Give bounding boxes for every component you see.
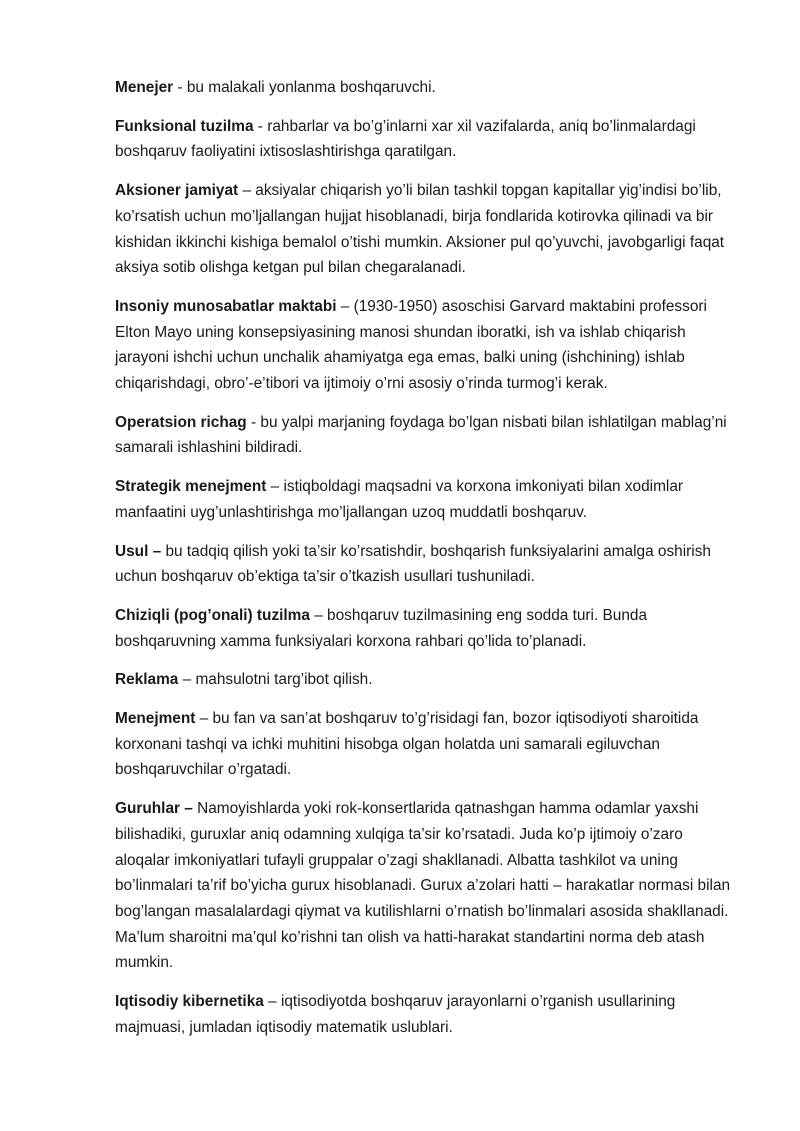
glossary-entry-iqtisodiy-kibernetika xyxy=(115,989,735,1040)
glossary-entry-funksional-tuzilma xyxy=(115,114,735,165)
entry-definition: - bu yalpi marjaning foydaga bo’lgan nisbati bilan ishlatilgan mablag’ni samarali ishlashini bildiradi. xyxy=(115,413,727,457)
entry-definition: – mahsulotni targ’ibot qilish. xyxy=(178,671,373,689)
glossary-entry-operatsion-richag xyxy=(115,410,735,461)
document-page xyxy=(115,75,735,1054)
glossary-entry-guruhlar xyxy=(115,796,735,976)
entry-term: Menejer xyxy=(115,79,174,96)
entry-definition: - rahbarlar va bo’g’inlarni xar xil vazifalarda, aniq bo’linmalardagi boshqaruv faoliyatini ixtisoslashtirishga qaratilgan. xyxy=(115,117,696,161)
entry-definition: – boshqaruv tuzilmasining eng sodda turi. Bunda boshqaruvning xamma funksiyalari korxona rahbari qo’lida to’planadi. xyxy=(115,606,648,650)
entry-term: Funksional tuzilma xyxy=(115,117,254,135)
entry-term: Reklama xyxy=(115,671,179,689)
entry-definition: – aksiyalar chiqarish yo’li bilan tashkil topgan kapitallar yig’indisi bo’lib, ko’rsatish uchun mo’ljallangan hujjat hisoblanadi, birja fondlarida kotirovka qilinadi va bir kishidan ikkinchi kishiga bemalol o’tishi mumkin. Aksioner pul qo’yuvchi, javobgarligi faqat aksiya sotib olishga ketgan pul bilan chegaralanadi. xyxy=(115,182,725,277)
entry-definition: Namoyishlarda yoki rok-konsertlarida qatnashgan hamma odamlar yaxshi bilishadiki, guruxlar aniq odamning xulqiga ta’sir ko’rsatadi. Juda ko’p ijtimoiy o’zaro aloqalar imkoniyatlari tufayli gruppalar o’zagi shakllanadi. Albatta tashkilot va uning bo’linmalari ta’rif bo’yicha gurux hisoblanadi. Gurux a’zolari hatti – harakatlar normasi bilan bog’langan masalalardagi qiymat va kutilishlarni o’rnatish bo’linmalari asosida shakllanadi. Ma’lum sharoitni ma’qul ko’rishni tan olish va hatti-harakat standartini norma deb atash mumkin. xyxy=(115,800,731,972)
entry-definition: – iqtisodiyotda boshqaruv jarayonlarni o’rganish usullarining majmuasi, jumladan iqtisodiy matematik uslublari. xyxy=(115,993,676,1036)
entry-term: Guruhlar – xyxy=(115,800,193,818)
entry-term: Usul – xyxy=(115,542,162,560)
entry-definition: – istiqboldagi maqsadni va korxona imkoniyati bilan xodimlar manfaatini uyg’unlashtirishga mo’ljallangan uzoq muddatli boshqaruv. xyxy=(115,478,684,521)
glossary-entry-reklama xyxy=(115,667,735,693)
entry-term: Chiziqli (pog’onali) tuzilma xyxy=(115,606,310,624)
entry-term: Iqtisodiy kibernetika xyxy=(115,993,264,1011)
entry-term: Menejment xyxy=(115,710,196,728)
glossary-entry-strategik-menejment xyxy=(115,474,735,525)
entry-term: Operatsion richag xyxy=(115,413,247,431)
entry-term: Strategik menejment xyxy=(115,478,267,496)
entry-definition: – (1930-1950) asoschisi Garvard maktabini professori Elton Mayo uning konsepsiyasining manosi shundan iboratki, ish va ishlab chiqarish jarayoni ishchi uchun unchalik ahamiyatga ega emas, balki uning (ishchining) ishlab chiqarishdagi, obro’-e’tibori va ijtimoiy o’rni asosiy o’rinda turmog’i kerak. xyxy=(115,297,707,393)
glossary-entry-usul xyxy=(115,539,735,590)
glossary-entry-chiziqli-tuzilma xyxy=(115,603,735,654)
entry-definition: - bu malakali yonlanma boshqaruvchi. xyxy=(173,79,436,96)
glossary-entry-aksioner-jamiyat xyxy=(115,178,735,281)
glossary-entry-menejer xyxy=(115,75,735,101)
entry-definition: – bu fan va san’at boshqaruv to’g’risidagi fan, bozor iqtisodiyoti sharoitida korxonani tashqi va ichki muhitini hisobga olgan holatda uni samarali egiluvchan boshqaruvchilar o’rgatadi. xyxy=(115,710,699,779)
entry-term: Aksioner jamiyat xyxy=(115,182,239,200)
glossary-entry-insoniy-munosabatlar xyxy=(115,294,735,397)
entry-term: Insoniy munosabatlar maktabi xyxy=(115,297,337,315)
glossary-entry-menejment xyxy=(115,706,735,783)
entry-definition: bu tadqiq qilish yoki ta’sir ko’rsatishdir, boshqarish funksiyalarini amalga oshirish uchun boshqaruv ob’ektiga ta’sir o’tkazish usullari tushuniladi. xyxy=(115,542,711,586)
